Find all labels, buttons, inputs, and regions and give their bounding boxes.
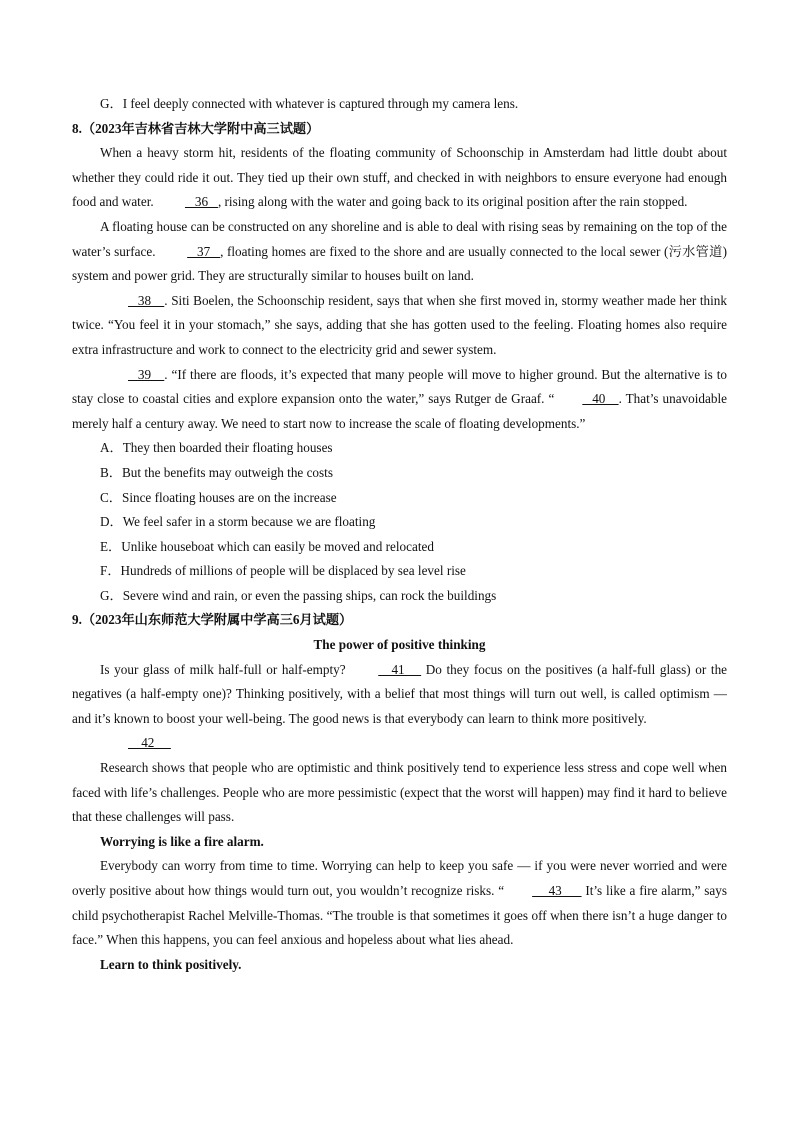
q9-subheading-learn: Learn to think positively. <box>100 956 242 972</box>
q8-option-c: C．Since floating houses are on the increase <box>100 489 337 505</box>
blank-36: 36 <box>184 194 218 210</box>
q8-paragraph-3 <box>72 289 727 363</box>
q9-paragraph-2: Research shows that people who are optimistic and think positively tend to experience less stress and cope well when faced with life’s challenges. People who are more pessimistic (expect that the worst will happen) may find it hard to believe that these challenges will pass. <box>72 760 727 825</box>
q8-p1-text-a: When a heavy storm hit, residents of the floating community of Schoonschip in Amsterdam had little doubt about whether they could ride it out. They tied up their own stuff, and checked in with neighbors to ensure everyone had enough food and water. <box>72 145 727 210</box>
q8-option-d: D．We feel safer in a storm because we are floating <box>100 514 376 530</box>
q9-p1-text-b: Do they focus on the positives (a half-full glass) or the negatives (a half-empty one)? Thinking positively, with a belief that most things will turn out well, is called optimism — and it’s known to boost your well-being. The good news is that everybody can learn to think more positively. <box>72 661 728 726</box>
q8-paragraph-4 <box>72 363 727 437</box>
q9-p3-text-b: It’s like a fire alarm,” says child psychotherapist Rachel Melville-Thomas. “The trouble is that sometimes it goes off when there isn’t a huge danger to face.” When this happens, you can feel anxious and hopeless about what lies ahead. <box>72 883 727 948</box>
q8-option-f: F．Hundreds of millions of people will be displaced by sea level rise <box>100 563 466 579</box>
blank-38: 38 <box>128 292 165 308</box>
q8-p2-text-a: A floating house can be constructed on any shoreline and is able to deal with rising seas by remaining on the top of the water’s surface. <box>72 218 727 259</box>
q8-option-e: E．Unlike houseboat which can easily be moved and relocated <box>100 538 434 554</box>
q9-p1-text-a: Is your glass of milk half-full or half-empty? <box>100 661 351 677</box>
q8-option-b: B．But the benefits may outweigh the costs <box>100 464 333 480</box>
q9-blank-42-line <box>72 731 727 756</box>
q9-article-title: The power of positive thinking <box>313 637 486 653</box>
q8-p1-text-b: , rising along with the water and going back to its original position after the rain stopped. <box>217 194 688 210</box>
blank-39: 39 <box>128 366 165 382</box>
q7-option-g: G．I feel deeply connected with whatever is captured through my camera lens. <box>100 96 519 111</box>
q8-p2-text-b: , floating homes are fixed to the shore and are usually connected to the local sewer (污水管道) system and power grid. They are structurally similar to houses built on land. <box>72 243 728 284</box>
q9-paragraph-1 <box>72 658 727 732</box>
q9-paragraph-3 <box>72 854 727 952</box>
q9-heading: 9.（2023年山东师范大学附属中学高三6月试题） <box>72 612 353 628</box>
q8-option-g: G．Severe wind and rain, or even the passing ships, can rock the buildings <box>100 587 497 603</box>
q9-p3-text-a: Everybody can worry from time to time. Worrying can help to keep you safe — if you were never worried and were overly positive about how things would turn out, you wouldn’t recognize risks. “ <box>72 858 727 898</box>
q8-p4-text-a: . “If there are floods, it’s expected that many people will move to higher ground. But the alternative is to stay close to coastal cities and explore expansion onto the water,” says Rutger de Graaf. “ <box>72 366 727 407</box>
q9-subheading-fire-alarm: Worrying is like a fire alarm. <box>100 833 264 849</box>
blank-37: 37 <box>187 243 221 259</box>
q8-heading: 8.（2023年吉林省吉林大学附中高三试题） <box>72 120 320 136</box>
q8-p3-text-a: . Siti Boelen, the Schoonschip resident, says that when she first moved in, stormy weather made her think twice. “You feel it in your stomach,” she says, adding that she has gotten used to the feeling. Floating homes also require extra infrastructure and work to connect to the electricity grid and sewer system. <box>72 292 727 357</box>
q8-p4-text-b: . That’s unavoidable merely half a century away. We need to start now to increase the scale of floating developments.” <box>72 391 727 431</box>
blank-42: 42 <box>128 735 171 751</box>
document-body <box>72 92 727 977</box>
blank-40: 40 <box>582 391 619 407</box>
q8-paragraph-2 <box>72 215 727 289</box>
blank-41: 41 <box>378 661 422 677</box>
q8-option-a: A．They then boarded their floating houses <box>100 440 333 456</box>
blank-43: 43 <box>532 883 582 898</box>
q8-paragraph-1 <box>72 141 727 215</box>
